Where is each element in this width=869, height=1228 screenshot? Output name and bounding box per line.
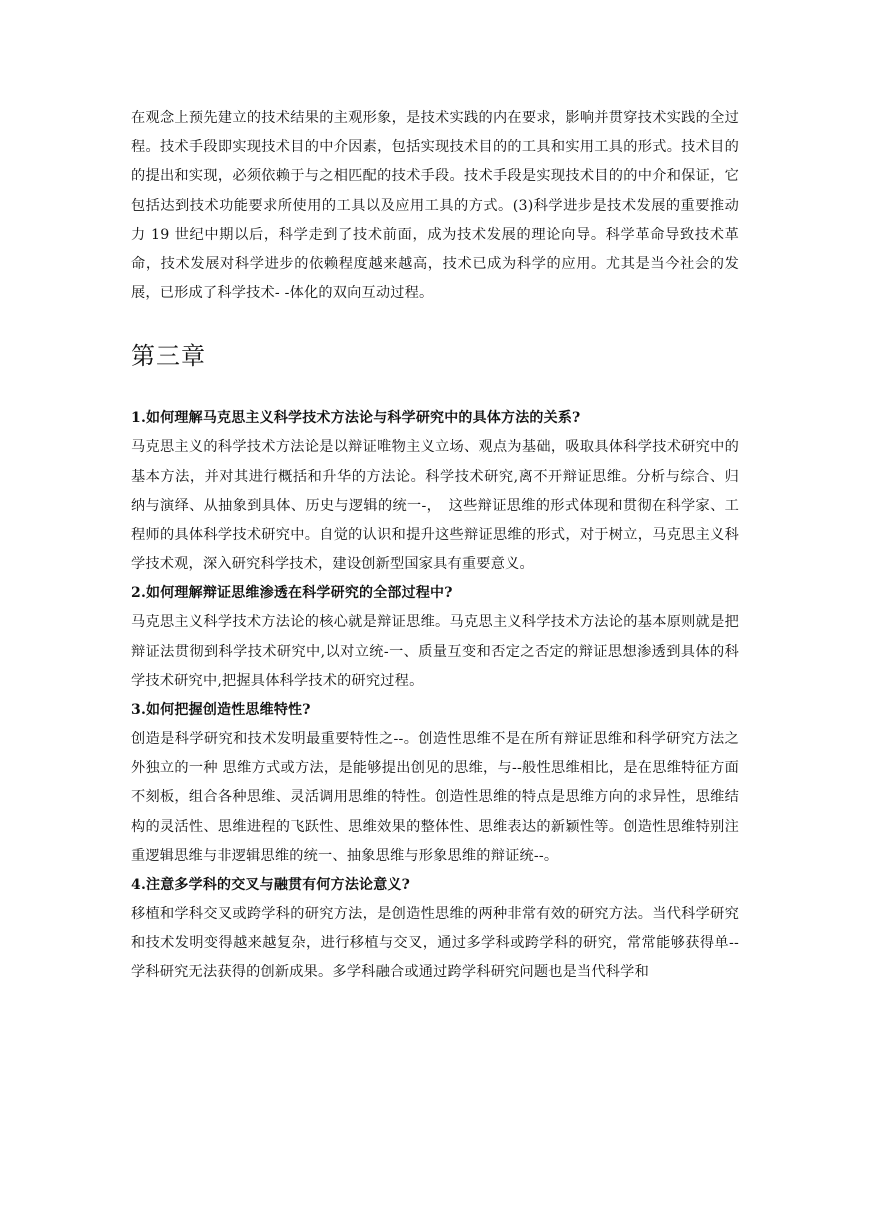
section-2 (131, 579, 739, 696)
section-4 (131, 871, 739, 988)
question-2: 2.如何理解辩证思维渗透在科学研究的全部过程中? (131, 585, 453, 602)
section-3 (131, 696, 739, 871)
answer-4: 移植和学科交叉或跨学科的研究方法，是创造性思维的两种非常有效的研究方法。当代科学研究和技术发明变得越来越复杂，进行移植与交叉，通过多学科或跨学科的研究，常常能够获得单--学科研究无法获得的创新成果。多学科融合或通过跨学科研究问题也是当代科学和 (131, 906, 739, 981)
question-4: 4.注意多学科的交叉与融贯有何方法论意义? (131, 877, 411, 894)
question-1: 1.如何理解马克思主义科学技术方法论与科学研究中的具体方法的关系? (131, 410, 581, 427)
intro-paragraph: 在观念上预先建立的技术结果的主观形象，是技术实践的内在要求，影响并贯穿技术实践的全过程。技术手段即实现技术目的中介因素，包括实现技术目的的工具和实用工具的形式。技术目的的提出和实现，必须依赖于与之相匹配的技术手段。技术手段是实现技术目的的中介和保证，它包括达到技术功能要求所使用的工具以及应用工具的方式。(3)科学进步是技术发展的重要推动力 19 世纪中期以后，科学走到了技术前面，成为技术发展的理论向导。科学革命导致技术革命，技术发展对科学进步的依赖程度越来越高，技术已成为科学的应用。尤其是当今社会的发展，已形成了科学技术- -体化的双向互动过程。 (131, 110, 739, 302)
answer-2: 马克思主义科学技术方法论的核心就是辩证思维。马克思主义科学技术方法论的基本原则就是把辩证法贯彻到科学技术研究中,以对立统-一、质量互变和否定之否定的辩证思想渗透到具体的科学技术研究中,把握具体科学技术的研究过程。 (131, 614, 739, 689)
answer-1: 马克思主义的科学技术方法论是以辩证唯物主义立场、观点为基础，吸取具体科学技术研究中的基本方法，并对其进行概括和升华的方法论。科学技术研究,离不开辩证思维。分析与综合、归纳与演绎、从抽象到具体、历史与逻辑的统一-， 这些辩证思维的形式体现和贯彻在科学家、工程师的具体科学技术研究中。自觉的认识和提升这些辩证思维的形式，对于树立，马克思主义科学技术观，深入研究科学技术，建设创新型国家具有重要意义。 (131, 439, 739, 573)
document-body (131, 104, 739, 988)
question-3: 3.如何把握创造性思维特性? (131, 702, 311, 719)
chapter-title: 第三章 (131, 342, 206, 371)
section-1 (131, 404, 739, 579)
answer-3: 创造是科学研究和技术发明最重要特性之--。创造性思维不是在所有辩证思维和科学研究方法之外独立的一种 思维方式或方法，是能够提出创见的思维，与--般性思维相比，是在思维特征方面不刻板，组合各种思维、灵活调用思维的特性。创造性思维的特点是思维方向的求异性，思维结构的灵活性、思维进程的飞跃性、思维效果的整体性、思维表达的新颖性等。创造性思维特别注重逻辑思维与非逻辑思维的统一、抽象思维与形象思维的辩证统--。 (131, 731, 739, 864)
